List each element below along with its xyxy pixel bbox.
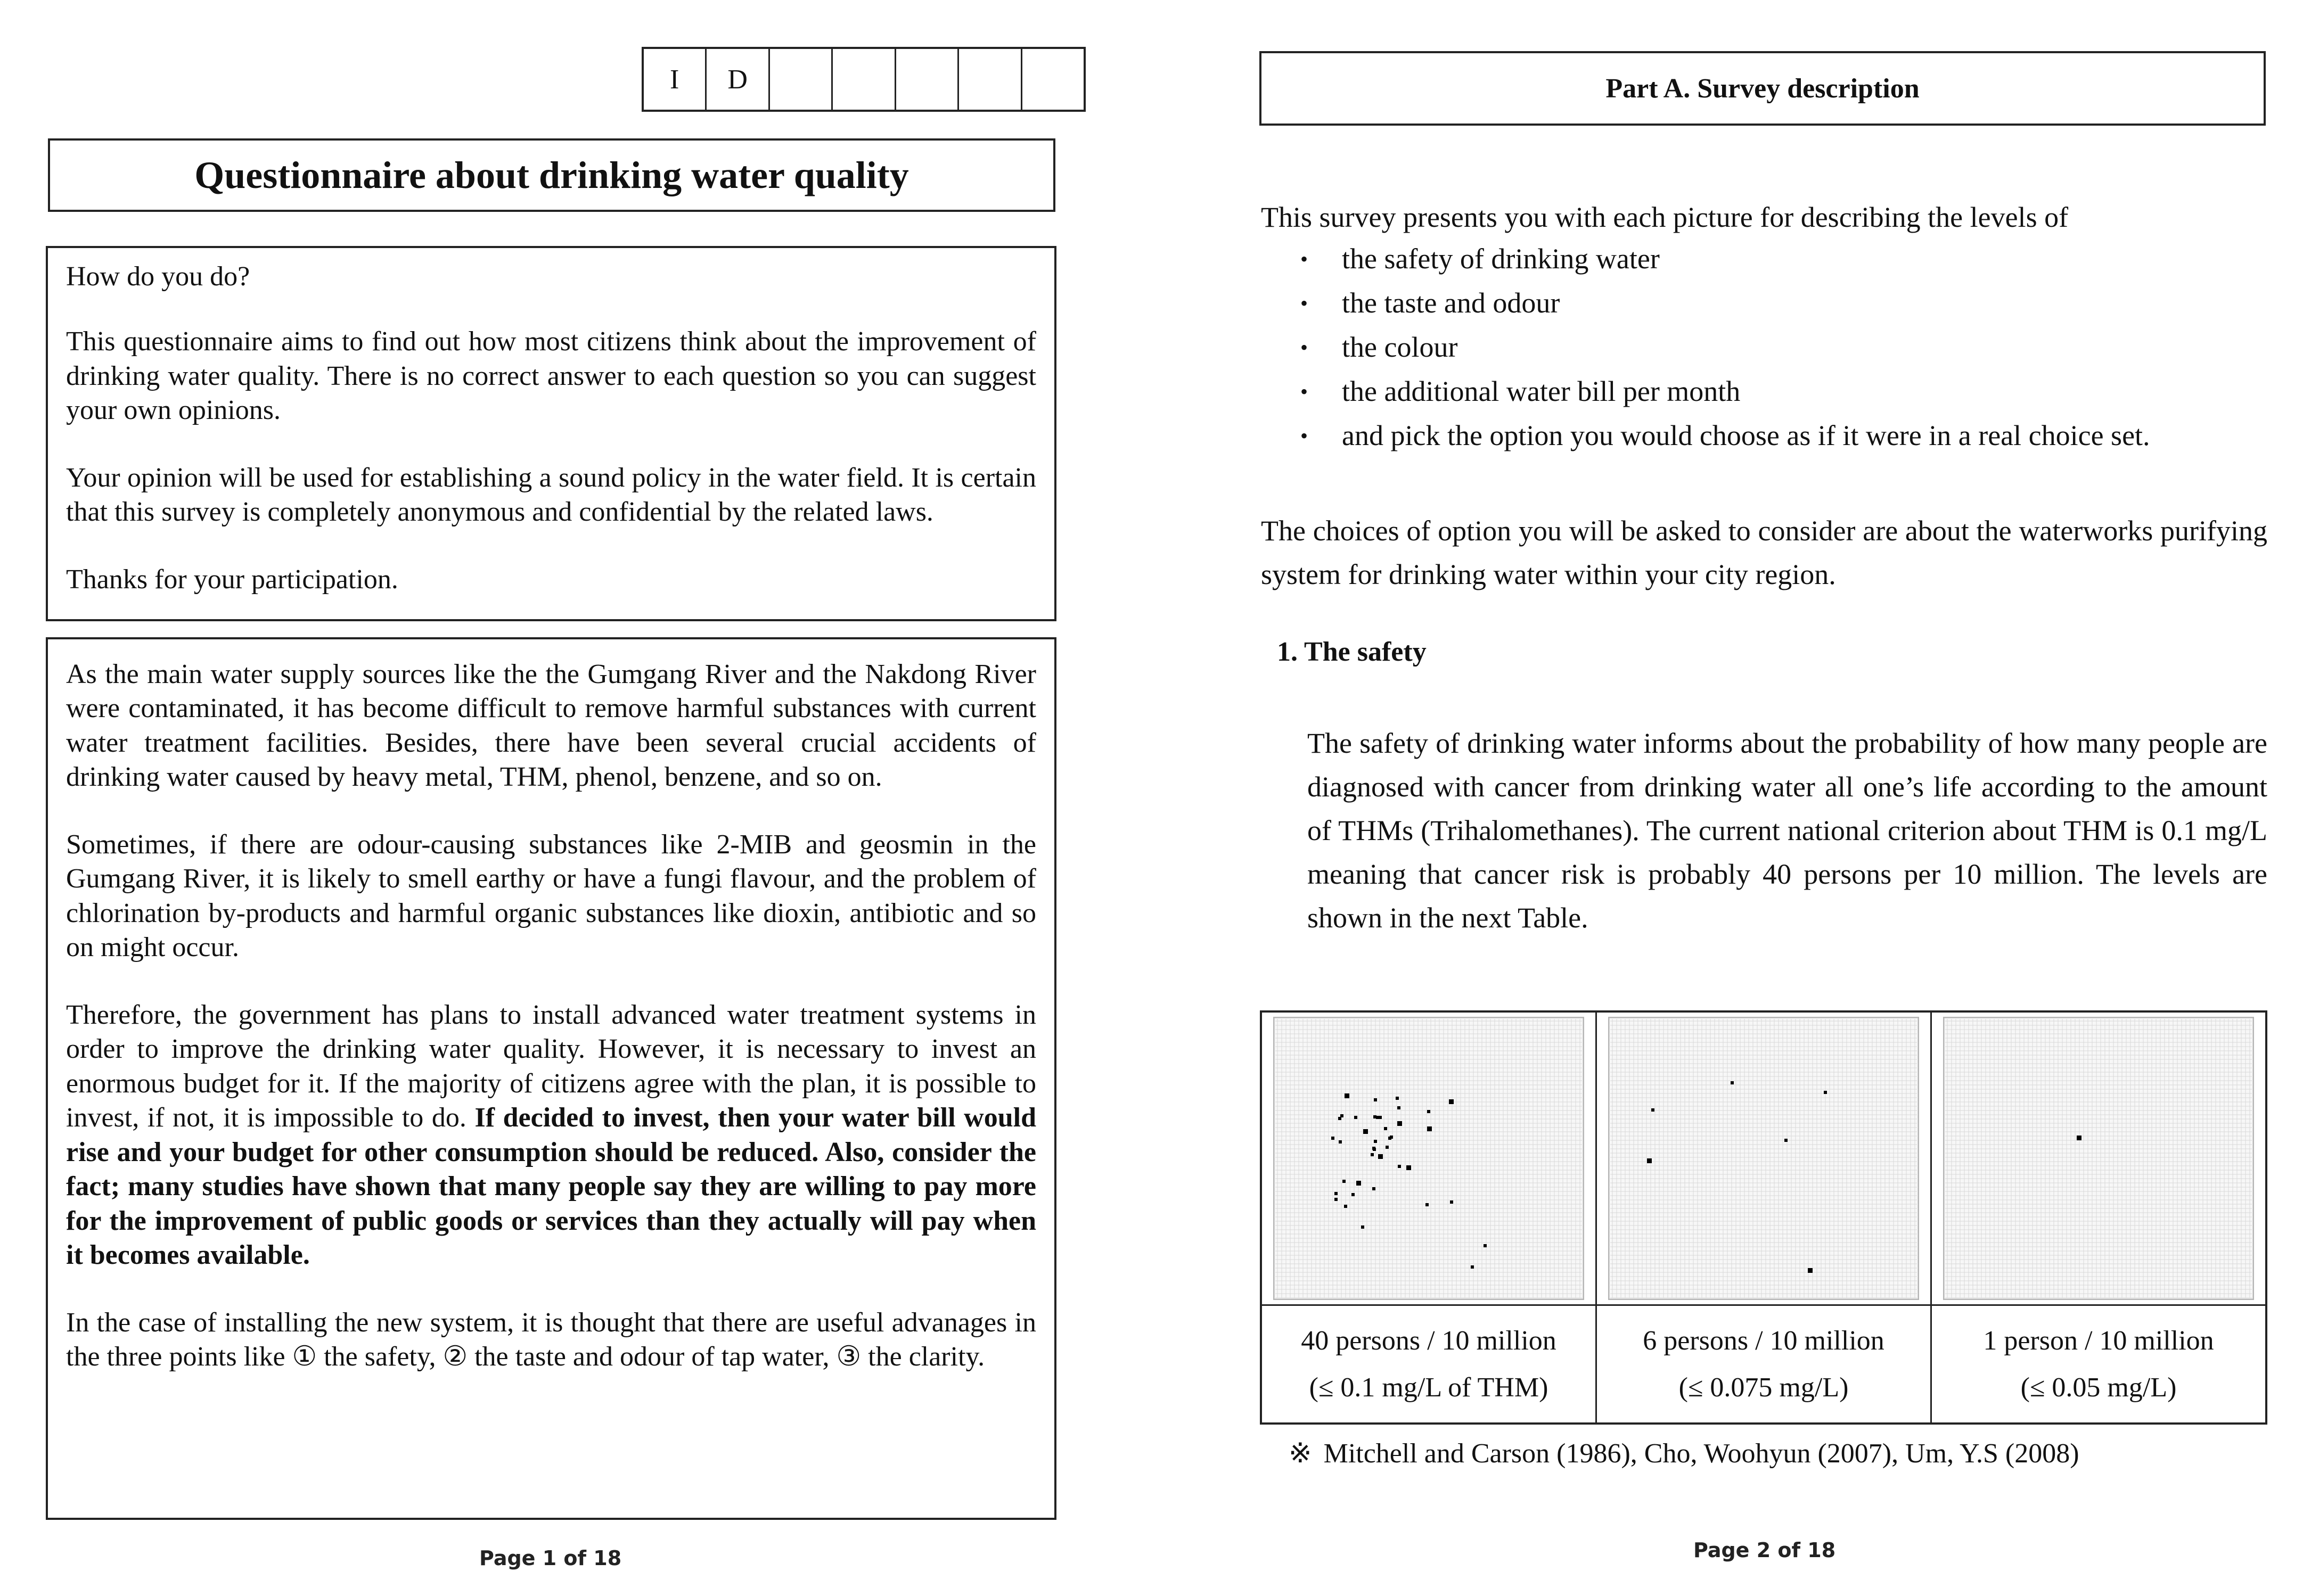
page-of: of	[1771, 1539, 1808, 1562]
context-paragraph-3	[66, 998, 1036, 1273]
list-item: • the colour	[1289, 325, 2274, 369]
risk-label: 40 persons / 10 million	[1301, 1325, 1556, 1356]
risk-threshold: (≤ 0.1 mg/L of THM)	[1309, 1372, 1548, 1403]
id-box: D	[707, 49, 769, 110]
safety-heading: 1. The safety	[1277, 637, 1427, 667]
person-dot	[1427, 1110, 1430, 1113]
person-dot	[1651, 1108, 1654, 1112]
page-of: of	[556, 1546, 594, 1570]
person-dot	[1808, 1268, 1813, 1273]
person-dot	[1731, 1081, 1734, 1084]
risk-threshold: (≤ 0.075 mg/L)	[1678, 1372, 1849, 1403]
person-dot	[1406, 1165, 1411, 1170]
risk-caption	[1597, 1306, 1930, 1422]
person-dot	[1351, 1193, 1355, 1196]
person-dot	[1372, 1187, 1375, 1190]
page-total: 18	[1807, 1539, 1836, 1562]
risk-label: 6 persons / 10 million	[1643, 1325, 1884, 1356]
confidentiality-paragraph: Your opinion will be used for establishing a sound policy in the water field. It is certain that this survey is completely anonymous and confidential by the related laws.	[66, 462, 1036, 528]
id-box	[833, 49, 896, 110]
person-dot	[1396, 1097, 1399, 1100]
questionnaire-title: Questionnaire about drinking water quality	[48, 138, 1055, 212]
person-dot	[1425, 1203, 1429, 1206]
citation-text: Mitchell and Carson (1986), Cho, Woohyun (2007), Um, Y.S (2008)	[1323, 1438, 2079, 1469]
person-dot	[1345, 1093, 1349, 1098]
risk-threshold: (≤ 0.05 mg/L)	[2020, 1372, 2177, 1403]
person-dot	[1386, 1146, 1389, 1149]
person-dot	[1340, 1114, 1343, 1117]
person-dot	[1450, 1200, 1453, 1204]
id-box	[896, 49, 959, 110]
list-item: • the taste and odour	[1289, 281, 2274, 325]
risk-column	[1262, 1013, 1597, 1422]
id-box: I	[644, 49, 707, 110]
id-box	[770, 49, 833, 110]
person-dot	[1397, 1121, 1402, 1126]
person-dot	[1339, 1140, 1342, 1143]
choices-paragraph: The choices of option you will be asked to consider are about the waterworks purifying system for drinking water within your city region.	[1261, 515, 2267, 590]
person-dot	[1427, 1126, 1432, 1131]
risk-caption	[1262, 1306, 1595, 1422]
section-title: Part A. Survey description	[1259, 51, 2266, 126]
person-dot	[1384, 1127, 1387, 1130]
person-dot	[1376, 1116, 1379, 1119]
page-prefix: Page	[1693, 1539, 1757, 1562]
risk-level-table	[1260, 1010, 2267, 1425]
id-box	[959, 49, 1022, 110]
intro-box	[46, 246, 1056, 621]
person-dot	[1374, 1140, 1377, 1143]
person-dot	[1372, 1147, 1375, 1150]
thanks-line: Thanks for your participation.	[66, 564, 398, 595]
respondent-id-boxes	[642, 47, 1086, 112]
list-item: • the safety of drinking water	[1289, 237, 2274, 281]
person-dot	[1344, 1205, 1347, 1208]
list-item: • the additional water bill per month	[1289, 369, 2274, 414]
person-dot	[1361, 1225, 1364, 1229]
person-dot	[1354, 1116, 1357, 1119]
risk-dot-grid	[1932, 1013, 2265, 1306]
greeting: How do you do?	[66, 261, 250, 292]
risk-dot-grid	[1262, 1013, 1595, 1306]
context-paragraph-4: In the case of installing the new system, it is thought that there are useful advanages in the three points like ① the safety, ② the taste and odour of tap water, ③ the clarity.	[66, 1307, 1036, 1372]
person-dot	[1356, 1181, 1361, 1186]
person-dot	[1484, 1244, 1487, 1247]
person-dot	[1378, 1154, 1383, 1159]
person-dot	[1331, 1137, 1334, 1140]
person-dot	[1449, 1099, 1454, 1104]
person-dot	[1784, 1139, 1788, 1142]
risk-label: 1 person / 10 million	[1983, 1325, 2214, 1356]
page-number-2	[1693, 1539, 1835, 1562]
risk-column	[1597, 1013, 1932, 1422]
page-number-1	[479, 1546, 621, 1570]
risk-dot-grid	[1597, 1013, 1930, 1306]
person-dot	[1471, 1265, 1474, 1269]
person-dot	[1334, 1198, 1338, 1201]
person-dot	[1374, 1098, 1377, 1101]
citation	[1289, 1437, 2079, 1469]
page-total: 18	[593, 1546, 622, 1570]
person-dot	[1824, 1091, 1827, 1094]
survey-attributes-list	[1289, 237, 2274, 458]
page-current: 2	[1756, 1539, 1771, 1562]
risk-column	[1932, 1013, 2265, 1422]
context-paragraph-2: Sometimes, if there are odour-causing substances like 2-MIB and geosmin in the Gumgang River, it is likely to smell earthy or have a fungi flavour, and the problem of chlorination by-products and harmful organic substances like dioxin, antibiotic and so on might occur.	[66, 829, 1036, 963]
purpose-paragraph: This questionnaire aims to find out how most citizens think about the improvement of drinking water quality. There is no correct answer to each question so you can suggest your own opinions.	[66, 326, 1036, 426]
page-prefix: Page	[479, 1546, 543, 1570]
context-paragraph-3-bold: If decided to invest, then your water bill would rise and your budget for other consumption should be reduced. Also, consider the fact; many studies have shown that many people say they are willing to pay more for the improvement of public goods or services than they actually will pay when it becomes available.	[66, 1103, 1036, 1271]
person-dot	[1390, 1136, 1393, 1139]
reference-mark-icon: ※	[1289, 1438, 1312, 1469]
page-current: 1	[542, 1546, 557, 1570]
person-dot	[1342, 1180, 1346, 1183]
risk-caption	[1932, 1306, 2265, 1422]
context-paragraph-3-text: Therefore, the government has plans to install advanced water treatment systems in order to improve the drinking water quality. However, it is necessary to invest an enormous budget for it. If the majority of citizens agree with the plan, it is possible to invest, if not, it is impossible to do.	[66, 999, 1036, 1133]
person-dot	[1398, 1165, 1401, 1168]
person-dot	[2077, 1136, 2081, 1140]
person-dot	[1647, 1158, 1652, 1163]
id-box	[1022, 49, 1084, 110]
person-dot	[1334, 1192, 1338, 1195]
person-dot	[1371, 1153, 1374, 1156]
person-dot	[1363, 1129, 1368, 1134]
context-paragraph-1: As the main water supply sources like the the Gumgang River and the Nakdong River were contaminated, it has become difficult to remove harmful substances with current water treatment facilities. Besides, there have been several crucial accidents of drinking water caused by heavy metal, THM, phenol, benzene, and so on.	[66, 659, 1036, 793]
safety-paragraph: The safety of drinking water informs about the probability of how many people are diagnosed with cancer from drinking water all one’s life according to the amount of THMs (Trihalomethanes). The current national criterion about THM is 0.1 mg/L meaning that cancer risk is probably 40 persons per 10 million. The levels are shown in the next Table.	[1307, 727, 2267, 934]
person-dot	[1397, 1106, 1400, 1109]
context-box	[46, 637, 1056, 1520]
list-item: • and pick the option you would choose as if it were in a real choice set.	[1289, 414, 2274, 458]
survey-intro: This survey presents you with each picture for describing the levels of	[1261, 201, 2069, 233]
